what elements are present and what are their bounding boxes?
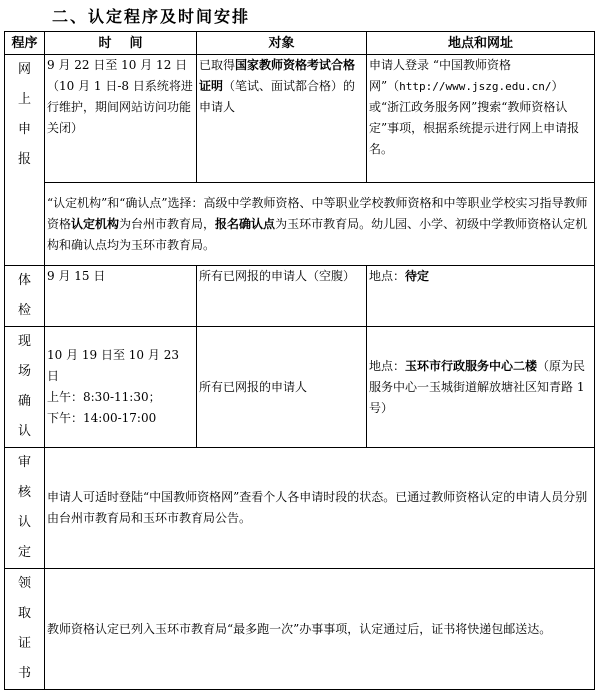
onsite-time-am: 上午：8:30-11:30； [47,390,161,404]
header-row [5,32,595,55]
onsite-target: 所有已网报的申请人 [197,327,367,448]
header-location: 地点和网址 [367,32,595,55]
onsite-location-post: （原为民服务中心一玉城街道解放塘社区知青路 1 号） [369,358,586,415]
online-target-bold: 国家教师资格考试合格证明 [199,58,356,93]
section-title: 二、认定程序及时间安排 [52,7,251,26]
online-time: 9 月 22 日至 10 月 12 日（10 月 1 日-8 日系统将进行维护，期间网站访问功能关闭） [45,55,197,183]
header-time: 时 间 [45,32,197,55]
certificate-row [5,569,595,690]
online-target-post: （笔试、面试都合格）的申请人 [199,79,356,114]
online-note-row [5,183,595,266]
procedure-certificate: 领取证书 [5,569,45,690]
onsite-time [45,327,197,448]
onsite-location-label: 地点： [369,358,406,373]
review-text: 申请人可适时登陆“中国教师资格网”查看个人各申请时段的状态。已通过教师资格认定的申请人员分别由台州市教育局和玉环市教育局公告。 [45,448,595,569]
online-location [367,55,595,183]
procedure-review: 审核认定 [5,448,45,569]
onsite-location [367,327,595,448]
header-target: 对象 [197,32,367,55]
onsite-time-range: 10 月 19 日至 10 月 23 日 [47,348,179,383]
physical-location-label: 地点： [369,269,406,283]
online-location-pre: 申请人登录 “中国教师资格网”（ [369,58,511,93]
procedure-onsite: 现场确认 [5,327,45,448]
online-note-bold1: 认定机构 [71,216,120,231]
onsite-location-bold: 玉环市行政服务中心二楼 [405,358,538,373]
physical-time: 9 月 15 日 [45,266,197,327]
physical-row [5,266,595,327]
certificate-text: 教师资格认定已列入玉环市教育局“最多跑一次”办事事项，认定通过后，证书将快递包邮送达。 [45,569,595,690]
physical-location-value: 待定 [405,269,430,283]
procedure-physical: 体检 [5,266,45,327]
online-row [5,55,595,183]
online-location-url[interactable]: http://www.jszg.edu.cn/ [399,80,552,93]
online-note-bold2: 报名确认点 [215,216,276,231]
onsite-time-pm: 下午：14:00-17:00 [47,411,157,425]
online-target [197,55,367,183]
online-note-post: 为玉环市教育局。幼儿园、小学、初级中学教师资格认定机构和确认点均为玉环市教育局。 [47,216,588,252]
header-procedure: 程序 [5,32,45,55]
onsite-row [5,327,595,448]
review-row [5,448,595,569]
online-location-post: ）或“浙江政务服务网”搜索“教师资格认定”事项，根据系统提示进行网上申请报名。 [369,79,580,156]
physical-target: 所有已网报的申请人（空腹） [197,266,367,327]
schedule-table [4,31,595,690]
online-note [45,183,595,266]
online-note-pre: “认定机构”和“确认点”选择：高级中学教师资格、中等职业学校教师资格和中等职业学校实习指导教师资格 [47,195,588,231]
physical-location [367,266,595,327]
online-note-mid: 为台州市教育局， [119,216,216,231]
procedure-online: 网上申报 [5,55,45,266]
online-target-pre: 已取得 [199,58,236,72]
